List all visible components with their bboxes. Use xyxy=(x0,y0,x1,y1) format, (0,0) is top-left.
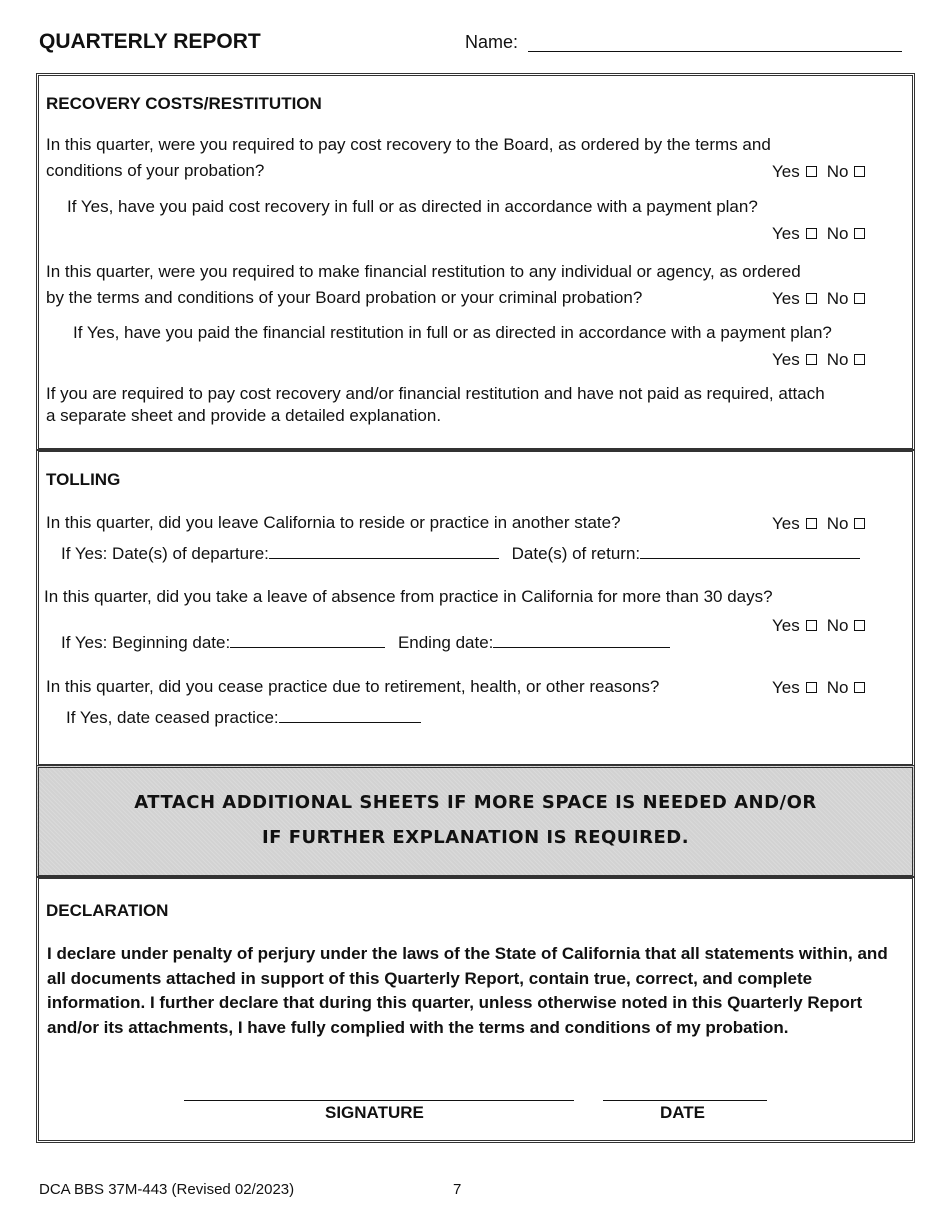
no-label: No xyxy=(826,162,849,181)
recovery-q1-line2: conditions of your probation? xyxy=(46,161,265,180)
tolling-heading: TOLLING xyxy=(46,470,121,489)
no-checkbox[interactable] xyxy=(854,354,865,365)
tolling-q3-answer xyxy=(772,678,875,698)
ending-label: Ending date: xyxy=(397,633,494,652)
no-label: No xyxy=(826,224,849,243)
declaration-text: I declare under penalty of perjury under the laws of the State of California that all statements within, and all documents attached in support of this Quarterly Report, contain true, correct, and complete information. I further declare that during this quarter, unless otherwise noted in this Quarterly Report and/or its attachments, I have fully complied with the terms and conditions of my probation. xyxy=(47,944,888,1037)
recovery-q4: If Yes, have you paid the financial restitution in full or as directed in accordance with a payment plan? xyxy=(73,323,832,342)
beginning-date-field[interactable] xyxy=(230,631,385,648)
declaration-heading: DECLARATION xyxy=(46,901,169,920)
tolling-q2: In this quarter, did you take a leave of absence from practice in California for more than 30 days? xyxy=(44,587,773,606)
yes-label: Yes xyxy=(772,350,800,369)
attach-sheets-banner xyxy=(36,765,915,878)
ceased-date-field[interactable] xyxy=(279,706,421,723)
no-checkbox[interactable] xyxy=(854,228,865,239)
leave-dates-row xyxy=(61,630,670,656)
departure-row xyxy=(61,541,860,567)
form-id: DCA BBS 37M-443 (Revised 02/2023) xyxy=(39,1181,295,1198)
signature-label: SIGNATURE xyxy=(325,1103,424,1122)
no-checkbox[interactable] xyxy=(854,293,865,304)
banner-line2: IF FURTHER EXPLANATION IS REQUIRED. xyxy=(261,827,690,848)
recovery-q4-answer xyxy=(772,350,875,370)
no-label: No xyxy=(826,514,849,533)
tolling-q1-answer xyxy=(772,514,875,534)
return-label: Date(s) of return: xyxy=(511,544,641,563)
departure-date-field[interactable] xyxy=(269,542,499,559)
yes-label: Yes xyxy=(772,616,800,635)
recovery-q2-answer xyxy=(772,224,875,244)
no-checkbox[interactable] xyxy=(854,620,865,631)
yes-checkbox[interactable] xyxy=(806,228,817,239)
no-label: No xyxy=(826,678,849,697)
ending-date-field[interactable] xyxy=(493,631,670,648)
recovery-section xyxy=(36,73,915,451)
no-checkbox[interactable] xyxy=(854,682,865,693)
yes-checkbox[interactable] xyxy=(806,166,817,177)
yes-label: Yes xyxy=(772,224,800,243)
yes-checkbox[interactable] xyxy=(806,518,817,529)
name-label: Name: xyxy=(465,32,519,52)
tolling-section xyxy=(36,449,915,767)
date-field[interactable] xyxy=(603,1100,767,1101)
beginning-label: If Yes: Beginning date: xyxy=(61,633,231,652)
no-checkbox[interactable] xyxy=(854,518,865,529)
no-label: No xyxy=(826,616,849,635)
recovery-q2: If Yes, have you paid cost recovery in full or as directed in accordance with a payment plan? xyxy=(67,197,758,216)
recovery-note-line2: a separate sheet and provide a detailed explanation. xyxy=(46,406,442,425)
ceased-row xyxy=(66,705,421,731)
no-label: No xyxy=(826,350,849,369)
yes-label: Yes xyxy=(772,289,800,308)
recovery-q3-line1: In this quarter, were you required to make financial restitution to any individual or agency, as ordered xyxy=(46,262,801,281)
tolling-q2-answer xyxy=(772,616,875,636)
yes-label: Yes xyxy=(772,678,800,697)
yes-label: Yes xyxy=(772,162,800,181)
yes-checkbox[interactable] xyxy=(806,354,817,365)
yes-label: Yes xyxy=(772,514,800,533)
yes-checkbox[interactable] xyxy=(806,293,817,304)
ceased-label: If Yes, date ceased practice: xyxy=(66,708,279,727)
signature-field[interactable] xyxy=(184,1100,574,1101)
tolling-q1: In this quarter, did you leave California to reside or practice in another state? xyxy=(46,513,621,532)
departure-label: If Yes: Date(s) of departure: xyxy=(61,544,269,563)
return-date-field[interactable] xyxy=(640,542,860,559)
recovery-q3-answer xyxy=(772,289,875,309)
page-title: QUARTERLY REPORT xyxy=(39,30,261,53)
yes-checkbox[interactable] xyxy=(806,620,817,631)
no-checkbox[interactable] xyxy=(854,166,865,177)
banner-line1: ATTACH ADDITIONAL SHEETS IF MORE SPACE IS NEEDED AND/OR xyxy=(134,792,817,813)
no-label: No xyxy=(826,289,849,308)
recovery-q3-line2: by the terms and conditions of your Board probation or your criminal probation? xyxy=(46,288,643,307)
recovery-q1-answer xyxy=(772,162,875,182)
date-label: DATE xyxy=(660,1103,706,1122)
tolling-q3: In this quarter, did you cease practice due to retirement, health, or other reasons? xyxy=(46,677,660,696)
page-number: 7 xyxy=(453,1181,462,1198)
recovery-note-line1: If you are required to pay cost recovery and/or financial restitution and have not paid as required, attach xyxy=(46,384,825,403)
name-field[interactable] xyxy=(528,51,902,52)
recovery-q1-line1: In this quarter, were you required to pay cost recovery to the Board, as ordered by the terms and xyxy=(46,135,771,154)
yes-checkbox[interactable] xyxy=(806,682,817,693)
declaration-section xyxy=(36,876,915,1143)
recovery-heading: RECOVERY COSTS/RESTITUTION xyxy=(46,94,322,113)
